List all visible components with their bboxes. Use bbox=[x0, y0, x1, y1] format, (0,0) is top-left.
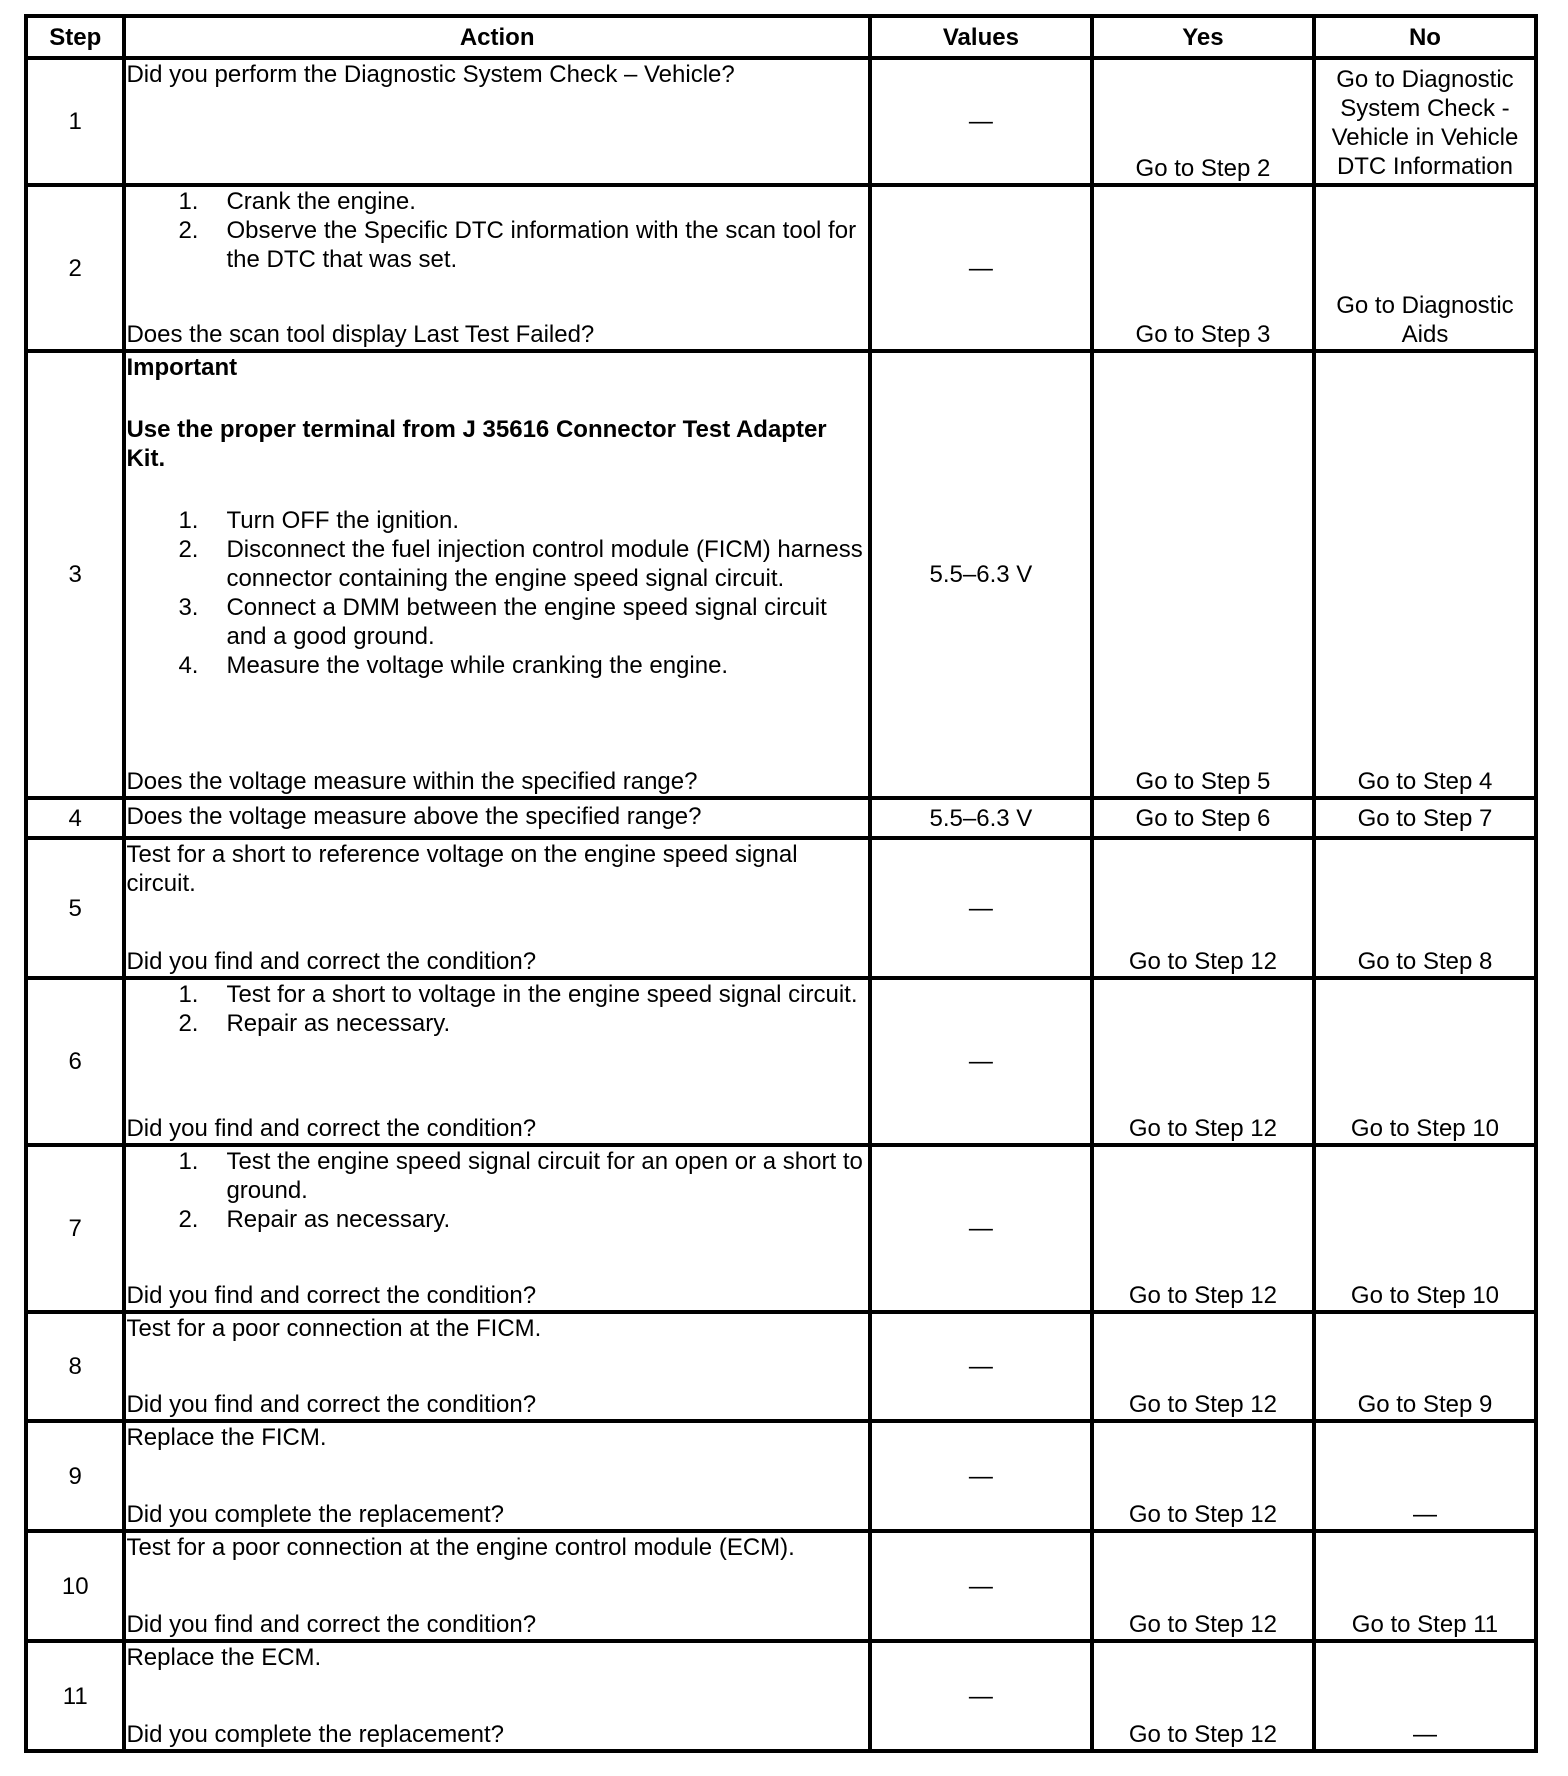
important-note: Use the proper terminal from J 35616 Connector Test Adapter Kit. bbox=[126, 416, 827, 472]
action-cell bbox=[124, 185, 869, 351]
action-text: Does the voltage measure above the specified range? bbox=[126, 803, 702, 830]
values-cell: — bbox=[870, 1641, 1092, 1751]
table-row bbox=[26, 978, 1536, 1145]
action-text: Did you perform the Diagnostic System Check – Vehicle? bbox=[126, 61, 735, 88]
step-number: 5 bbox=[26, 838, 124, 978]
table-row bbox=[26, 1531, 1536, 1641]
action-text: Test for a short to reference voltage on the engine speed signal circuit. bbox=[126, 841, 798, 897]
yes-cell: Go to Step 12 bbox=[1092, 978, 1314, 1145]
action-cell bbox=[124, 838, 869, 978]
list-item: 2. Disconnect the fuel injection control module (FICM) harness connector containing the engine speed signal circuit. bbox=[178, 536, 863, 592]
step-number: 4 bbox=[26, 798, 124, 838]
yes-cell: Go to Step 5 bbox=[1092, 351, 1314, 798]
action-steps bbox=[126, 187, 867, 274]
no-cell: Go to Diagnostic System Check - Vehicle in Vehicle DTC Information bbox=[1314, 58, 1536, 185]
list-item: 1. Test the engine speed signal circuit for an open or a short to ground. bbox=[178, 1148, 863, 1204]
list-item: 1. Test for a short to voltage in the engine speed signal circuit. bbox=[178, 981, 858, 1008]
action-steps bbox=[126, 1147, 867, 1234]
step-number: 2 bbox=[26, 185, 124, 351]
table-row bbox=[26, 1312, 1536, 1421]
header-no: No bbox=[1314, 16, 1536, 58]
action-text: Replace the FICM. bbox=[126, 1424, 327, 1451]
values-cell: 5.5–6.3 V bbox=[870, 798, 1092, 838]
table-row bbox=[26, 1421, 1536, 1531]
yes-cell: Go to Step 12 bbox=[1092, 1145, 1314, 1312]
values-cell: — bbox=[870, 1531, 1092, 1641]
no-cell: — bbox=[1314, 1421, 1536, 1531]
no-cell: Go to Step 11 bbox=[1314, 1531, 1536, 1641]
yes-cell: Go to Step 12 bbox=[1092, 1421, 1314, 1531]
action-question: Does the voltage measure within the specified range? bbox=[126, 768, 698, 795]
yes-cell: Go to Step 2 bbox=[1092, 58, 1314, 185]
action-cell bbox=[124, 1421, 869, 1531]
no-cell: Go to Step 8 bbox=[1314, 838, 1536, 978]
yes-cell: Go to Step 12 bbox=[1092, 1531, 1314, 1641]
action-cell bbox=[124, 58, 869, 185]
header-action: Action bbox=[124, 16, 869, 58]
yes-cell: Go to Step 6 bbox=[1092, 798, 1314, 838]
list-item: 1. Turn OFF the ignition. bbox=[178, 507, 459, 534]
no-cell: Go to Step 7 bbox=[1314, 798, 1536, 838]
action-cell bbox=[124, 978, 869, 1145]
table-row bbox=[26, 798, 1536, 838]
action-question: Did you complete the replacement? bbox=[126, 1721, 504, 1748]
header-step: Step bbox=[26, 16, 124, 58]
table-row bbox=[26, 838, 1536, 978]
values-cell: — bbox=[870, 1421, 1092, 1531]
step-number: 1 bbox=[26, 58, 124, 185]
action-cell bbox=[124, 1145, 869, 1312]
no-cell: Go to Step 10 bbox=[1314, 978, 1536, 1145]
list-item: 1. Crank the engine. bbox=[178, 188, 416, 215]
values-cell: — bbox=[870, 978, 1092, 1145]
table-row bbox=[26, 1641, 1536, 1751]
action-question: Did you find and correct the condition? bbox=[126, 948, 537, 975]
list-item: 3. Connect a DMM between the engine speed signal circuit and a good ground. bbox=[178, 594, 827, 650]
yes-cell: Go to Step 12 bbox=[1092, 1312, 1314, 1421]
values-cell: — bbox=[870, 185, 1092, 351]
values-cell: — bbox=[870, 1145, 1092, 1312]
action-text: Test for a poor connection at the engine control module (ECM). bbox=[126, 1534, 795, 1561]
action-cell bbox=[124, 351, 869, 798]
list-item: 2. Repair as necessary. bbox=[178, 1010, 451, 1037]
action-question: Did you find and correct the condition? bbox=[126, 1391, 537, 1418]
step-number: 6 bbox=[26, 978, 124, 1145]
step-number: 3 bbox=[26, 351, 124, 798]
header-values: Values bbox=[870, 16, 1092, 58]
step-number: 7 bbox=[26, 1145, 124, 1312]
action-question: Did you find and correct the condition? bbox=[126, 1282, 537, 1309]
header-yes: Yes bbox=[1092, 16, 1314, 58]
step-number: 10 bbox=[26, 1531, 124, 1641]
action-text: Replace the ECM. bbox=[126, 1644, 322, 1671]
diagnostic-table bbox=[24, 14, 1538, 1753]
table-row bbox=[26, 351, 1536, 798]
no-cell: Go to Step 10 bbox=[1314, 1145, 1536, 1312]
values-cell: 5.5–6.3 V bbox=[870, 351, 1092, 798]
action-question: Did you find and correct the condition? bbox=[126, 1115, 537, 1142]
action-cell bbox=[124, 1641, 869, 1751]
step-number: 8 bbox=[26, 1312, 124, 1421]
step-number: 11 bbox=[26, 1641, 124, 1751]
yes-cell: Go to Step 12 bbox=[1092, 838, 1314, 978]
action-text: Test for a poor connection at the FICM. bbox=[126, 1315, 542, 1342]
values-cell: — bbox=[870, 58, 1092, 185]
action-question: Did you complete the replacement? bbox=[126, 1501, 504, 1528]
table-row bbox=[26, 1145, 1536, 1312]
table-row bbox=[26, 58, 1536, 185]
values-cell: — bbox=[870, 1312, 1092, 1421]
yes-cell: Go to Step 3 bbox=[1092, 185, 1314, 351]
values-cell: — bbox=[870, 838, 1092, 978]
action-cell bbox=[124, 798, 869, 838]
yes-cell: Go to Step 12 bbox=[1092, 1641, 1314, 1751]
action-question: Did you find and correct the condition? bbox=[126, 1611, 537, 1638]
no-cell: Go to Diagnostic Aids bbox=[1314, 185, 1536, 351]
step-number: 9 bbox=[26, 1421, 124, 1531]
no-cell: — bbox=[1314, 1641, 1536, 1751]
action-steps bbox=[126, 980, 867, 1038]
action-steps bbox=[126, 506, 867, 680]
list-item: 2. Repair as necessary. bbox=[178, 1206, 451, 1233]
list-item: 4. Measure the voltage while cranking the engine. bbox=[178, 652, 729, 679]
important-label: Important bbox=[126, 354, 238, 381]
table-row bbox=[26, 185, 1536, 351]
no-cell: Go to Step 4 bbox=[1314, 351, 1536, 798]
action-cell bbox=[124, 1312, 869, 1421]
header-row bbox=[26, 16, 1536, 58]
action-question: Does the scan tool display Last Test Failed? bbox=[126, 321, 595, 348]
no-cell: Go to Step 9 bbox=[1314, 1312, 1536, 1421]
action-cell bbox=[124, 1531, 869, 1641]
list-item: 2. Observe the Specific DTC information with the scan tool for the DTC that was set. bbox=[178, 217, 857, 273]
